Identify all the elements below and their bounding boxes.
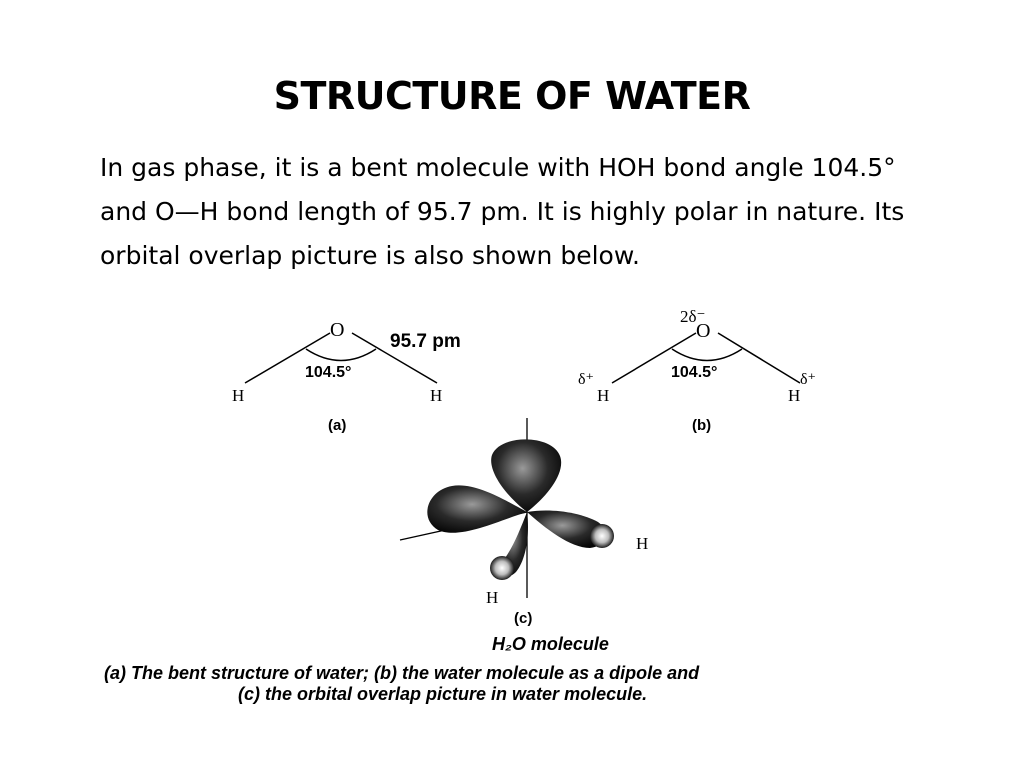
bond-angle-label-b: 104.5° [671, 364, 718, 381]
panel-a [232, 319, 461, 434]
hydrogen-right-a: H [430, 386, 443, 405]
bond-length-label: 95.7 pm [390, 331, 461, 352]
angle-arc-b [672, 349, 742, 361]
hydrogen-left-b: H [597, 386, 610, 405]
figure-caption-line1: (a) The bent structure of water; (b) the water molecule as a dipole and [104, 663, 700, 683]
hydrogen-s-orbital-bottom [490, 556, 514, 580]
bond-line-right-b [718, 333, 800, 383]
slide-title: STRUCTURE OF WATER [273, 74, 751, 118]
bond-angle-label-a: 104.5° [305, 364, 352, 381]
hydrogen-right-c: H [636, 534, 649, 553]
panel-b-label: (b) [692, 417, 712, 434]
hydrogen-right-charge: δ⁺ [800, 371, 816, 388]
slide-paragraph: In gas phase, it is a bent molecule with HOH bond angle 104.5° and O—H bond length of 95.7 pm. It is highly polar in nature. Its orbital overlap picture is also shown below. [100, 153, 905, 270]
panel-b [578, 307, 816, 434]
oxygen-atom-b: O [696, 320, 711, 342]
hydrogen-left-a: H [232, 386, 245, 405]
hydrogen-right-b: H [788, 386, 801, 405]
molecule-label: H₂O molecule [492, 634, 609, 654]
hydrogen-s-orbital-right [590, 524, 614, 548]
panel-a-label: (a) [328, 417, 347, 434]
oxygen-charge-label: 2δ⁻ [680, 307, 706, 326]
figure-caption-line2: (c) the orbital overlap picture in water molecule. [238, 684, 648, 704]
panel-c [400, 418, 648, 654]
hydrogen-bottom-c: H [486, 588, 499, 607]
hydrogen-left-charge: δ⁺ [578, 371, 594, 388]
oxygen-atom-a: O [330, 319, 345, 341]
angle-arc-a [306, 349, 376, 361]
panel-c-label: (c) [514, 610, 533, 627]
